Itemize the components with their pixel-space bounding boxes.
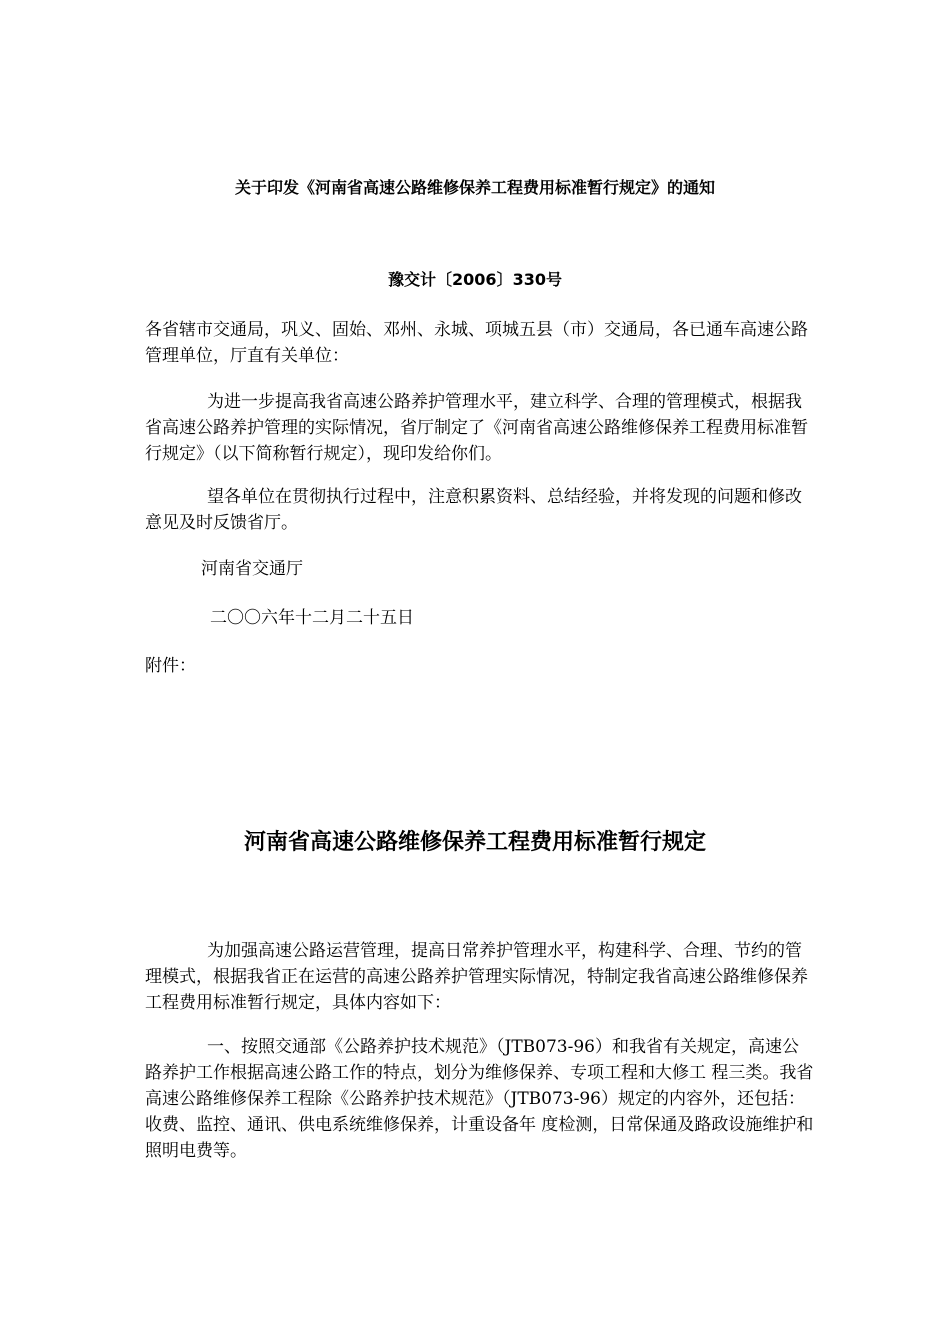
document-number: 豫交计〔2006〕330号 — [388, 270, 562, 289]
signer: 河南省交通厅 — [201, 559, 303, 579]
notice-title: 关于印发《河南省高速公路维修保养工程费用标准暂行规定》的通知 — [234, 178, 715, 197]
regulation-intro-paragraph: 为加强高速公路运营管理，提高日常养护管理水平，构建科学、合理、节约的管理模式，根据我省正在运营的高速公路养护管理实际情况，特制定我省高速公路维修保养工程费用标准暂行规定，具体内容如下： — [145, 941, 808, 1013]
recipients-paragraph: 各省辖市交通局，巩义、固始、邓州、永城、项城五县（市）交通局，各已通车高速公路管理单位，厅直有关单位： — [145, 320, 808, 366]
attachment-label: 附件： — [145, 656, 196, 676]
notice-paragraph-2: 望各单位在贯彻执行过程中，注意积累资料、总结经验，并将发现的问题和修改意见及时反馈省厅。 — [145, 487, 802, 533]
issue-date: 二〇〇六年十二月二十五日 — [210, 608, 414, 628]
regulation-item-1: 一、按照交通部《公路养护技术规范》（JTB073-96）和我省有关规定，高速公路养护工作根据高速公路工作的特点，划分为维修保养、专项工程和大修工 程三类。我省高速公路维修保养工程除《公路养护技术规范》（JTB073-96）规定的内容外，还包括：收费、监控、通讯、供电系统维修保养，计重设备年 度检测，日常保通及路政设施维护和照明电费等。 — [145, 1037, 814, 1161]
notice-paragraph-1: 为进一步提高我省高速公路养护管理水平，建立科学、合理的管理模式，根据我省高速公路养护管理的实际情况，省厅制定了《河南省高速公路维修保养工程费用标准暂行规定》（以下简称暂行规定），现印发给你们。 — [145, 392, 808, 464]
regulation-title: 河南省高速公路维修保养工程费用标准暂行规定 — [243, 830, 706, 855]
